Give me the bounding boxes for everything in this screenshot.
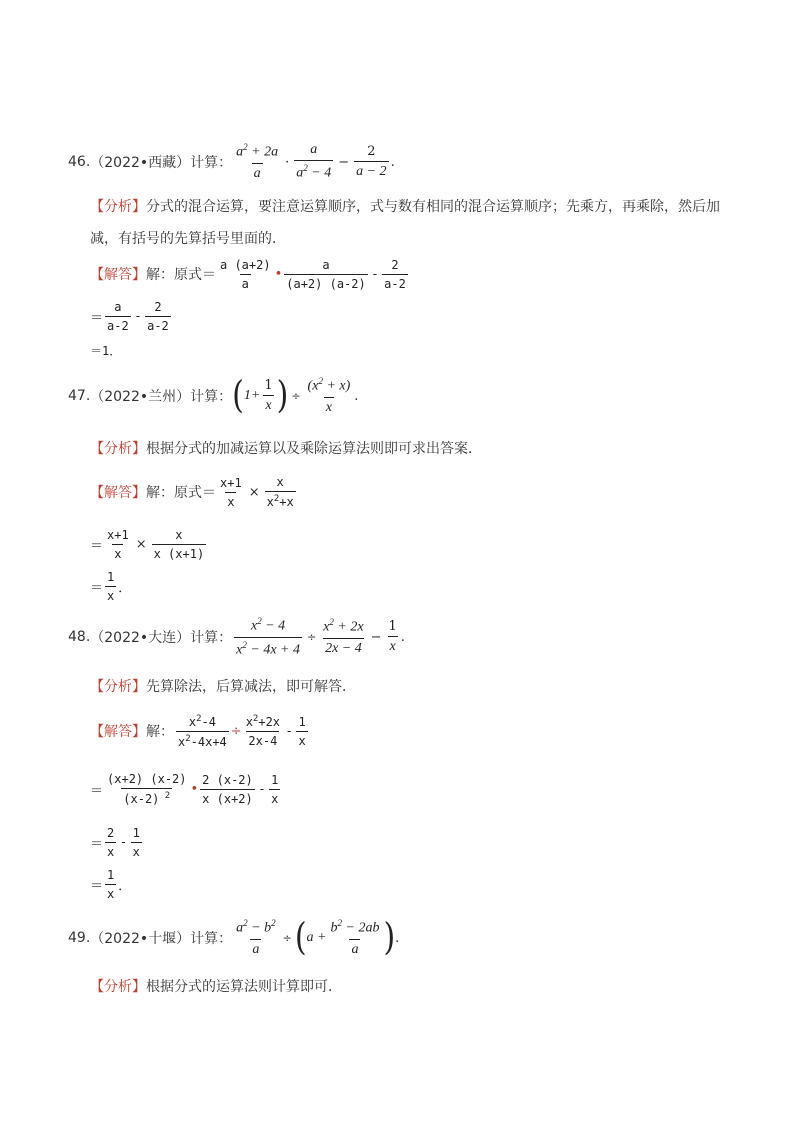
fraction: $\frac{a^2 + 2a}{a}$ <box>236 142 279 181</box>
analysis-tag: 【分析】 <box>90 679 146 695</box>
equals: ＝ <box>90 580 104 596</box>
problem-48-statement: 48. （2022•大连） 计算： $\frac{x^2 - 4}{x^2 - 4x + 4}$ ÷ $\frac{x^2 + 2x}{2x - 4}$ − $\frac{1}{x}$ . <box>68 615 405 658</box>
solution-46-step <box>90 298 173 334</box>
equals: ＝ <box>90 783 104 799</box>
solution-46 <box>90 256 410 292</box>
period: . <box>354 388 359 404</box>
analysis-text: 减，有括号的先算括号里面的． <box>90 231 286 247</box>
analysis-text: 分式的混合运算，要注意运算顺序，式与数有相同的混合运算顺序；先乘方，再乘除，然后加 <box>146 199 720 215</box>
fraction: $\frac{1}{x}$ <box>107 569 115 603</box>
fraction: $\frac{x+1}{x}$ <box>220 475 242 509</box>
minus-operator: - <box>259 781 265 797</box>
problem-source: （2022•大连） <box>90 630 191 646</box>
problem-label: 计算： <box>190 155 233 171</box>
fraction: $\frac{a}{(a+2) (a-2)}$ <box>286 257 366 291</box>
problem-47-statement: 47. （2022•兰州） 计算： ( 1+ $\frac{1}{x}$ ) ÷ $\frac{(x^2 + x)}{x}$ . <box>68 373 359 418</box>
fraction: $\frac{a}{a^2 - 4}$ <box>296 142 332 181</box>
equals: ＝ <box>90 878 104 894</box>
fraction: $\frac{2}{a-2}$ <box>384 257 406 291</box>
analysis-tag: 【分析】 <box>90 979 146 995</box>
fraction: $\frac{x^2+2x}{2x-4}$ <box>245 714 281 748</box>
fraction: $\frac{a^2 - b^2}{a}$ <box>236 918 276 957</box>
problem-number: 49. <box>68 930 91 946</box>
fraction: $\frac{1}{x}$ <box>132 825 140 859</box>
problem-number: 48. <box>68 629 91 645</box>
fraction: $\frac{1}{x}$ <box>271 772 279 806</box>
fraction: $\frac{1}{x}$ <box>388 619 397 654</box>
analysis-text: 根据分式的加减运算以及乘除运算法则即可求出答案． <box>146 441 482 457</box>
fraction: $\frac{a}{a-2}$ <box>107 299 129 333</box>
problem-source: （2022•西藏） <box>90 155 191 171</box>
fraction: $\frac{(x^2 + x)}{x}$ <box>307 376 351 415</box>
minus-operator: - <box>121 834 126 850</box>
analysis-49 <box>90 976 342 996</box>
fraction: $\frac{2}{a - 2}$ <box>356 144 387 179</box>
fraction: $\frac{1}{x}$ <box>298 714 306 748</box>
minus-operator: - <box>287 723 292 739</box>
solution-tag: 【解答】 <box>90 485 146 501</box>
solution-tag: 【解答】 <box>90 267 146 283</box>
times-operator: × <box>135 536 147 552</box>
solution-label: 解：原式＝ <box>146 485 216 501</box>
fraction: $\frac{a (a+2)}{a}$ <box>220 257 271 291</box>
fraction: $\frac{1}{x}$ <box>107 867 115 901</box>
analysis-47 <box>90 438 482 458</box>
minus-operator: - <box>135 308 141 324</box>
period: . <box>390 154 395 170</box>
fraction: $\frac{x^2 - 4}{x^2 - 4x + 4}$ <box>236 615 300 658</box>
solution-48-result <box>90 866 131 902</box>
fraction: $\frac{x^2 + 2x}{2x - 4}$ <box>323 617 364 656</box>
analysis-46 <box>90 196 720 216</box>
problem-label: 计算： <box>190 931 233 947</box>
solution-label: 解：原式＝ <box>146 267 216 283</box>
period: . <box>395 930 400 946</box>
fraction: $\frac{x^2-4}{x^2-4x+4}$ <box>178 713 227 749</box>
problem-label: 计算： <box>190 389 233 405</box>
analysis-46-cont <box>90 228 286 248</box>
divide-operator: ÷ <box>230 723 242 739</box>
fraction: $\frac{b^2 - 2ab}{a}$ <box>330 918 380 957</box>
period: ． <box>118 878 132 894</box>
fraction: $\frac{2 (x-2)}{x (x+2)}$ <box>202 772 253 806</box>
problem-number: 46. <box>68 154 91 170</box>
analysis-text: 先算除法，后算减法，即可解答． <box>146 679 356 695</box>
result: ＝1． <box>90 344 122 358</box>
solution-label: 解： <box>146 724 174 740</box>
times-operator: × <box>248 484 260 500</box>
solution-48-step2 <box>90 824 144 860</box>
minus-operator: - <box>372 266 378 282</box>
equals: ＝ <box>90 310 104 326</box>
problem-source: （2022•兰州） <box>90 389 191 405</box>
fraction: $\frac{2}{a-2}$ <box>147 299 169 333</box>
period: . <box>400 629 405 645</box>
equals: ＝ <box>90 538 104 554</box>
period: ． <box>118 580 132 596</box>
solution-tag: 【解答】 <box>90 724 146 740</box>
problem-number: 47. <box>68 388 91 404</box>
solution-46-result <box>90 342 121 359</box>
analysis-tag: 【分析】 <box>90 441 146 457</box>
dot-operator: • <box>274 266 283 282</box>
solution-47 <box>90 472 298 512</box>
solution-48 <box>90 710 310 752</box>
analysis-tag: 【分析】 <box>90 199 146 215</box>
fraction: $\frac{2}{x}$ <box>107 825 115 859</box>
analysis-text: 根据分式的运算法则计算即可． <box>146 979 342 995</box>
fraction: $\frac{x}{x^2+x}$ <box>266 475 294 509</box>
problem-label: 计算： <box>190 630 233 646</box>
equals: ＝ <box>90 836 104 852</box>
solution-47-result <box>90 568 131 604</box>
fraction: $\frac{(x+2) (x-2)}{(x-2) ^2}$ <box>107 772 187 806</box>
solution-48-step <box>90 768 282 810</box>
fraction: $\frac{1}{x}$ <box>264 378 273 413</box>
problem-49-statement: 49. （2022•十堰） 计算： $\frac{a^2 - b^2}{a}$ ÷ ( a + $\frac{b^2 - 2ab}{a}$ ) . <box>68 915 400 960</box>
solution-47-step <box>90 526 208 562</box>
fraction: $\frac{x+1}{x}$ <box>107 527 129 561</box>
dot-operator: • <box>190 781 199 797</box>
analysis-48 <box>90 676 356 696</box>
problem-source: （2022•十堰） <box>90 931 191 947</box>
problem-46-statement: 46. （2022•西藏） 计算： $\frac{a^2 + 2a}{a}$ · $\frac{a}{a^2 - 4}$ − $\frac{2}{a - 2}$ . <box>68 142 395 181</box>
fraction: $\frac{x}{x (x+1)}$ <box>153 527 205 561</box>
